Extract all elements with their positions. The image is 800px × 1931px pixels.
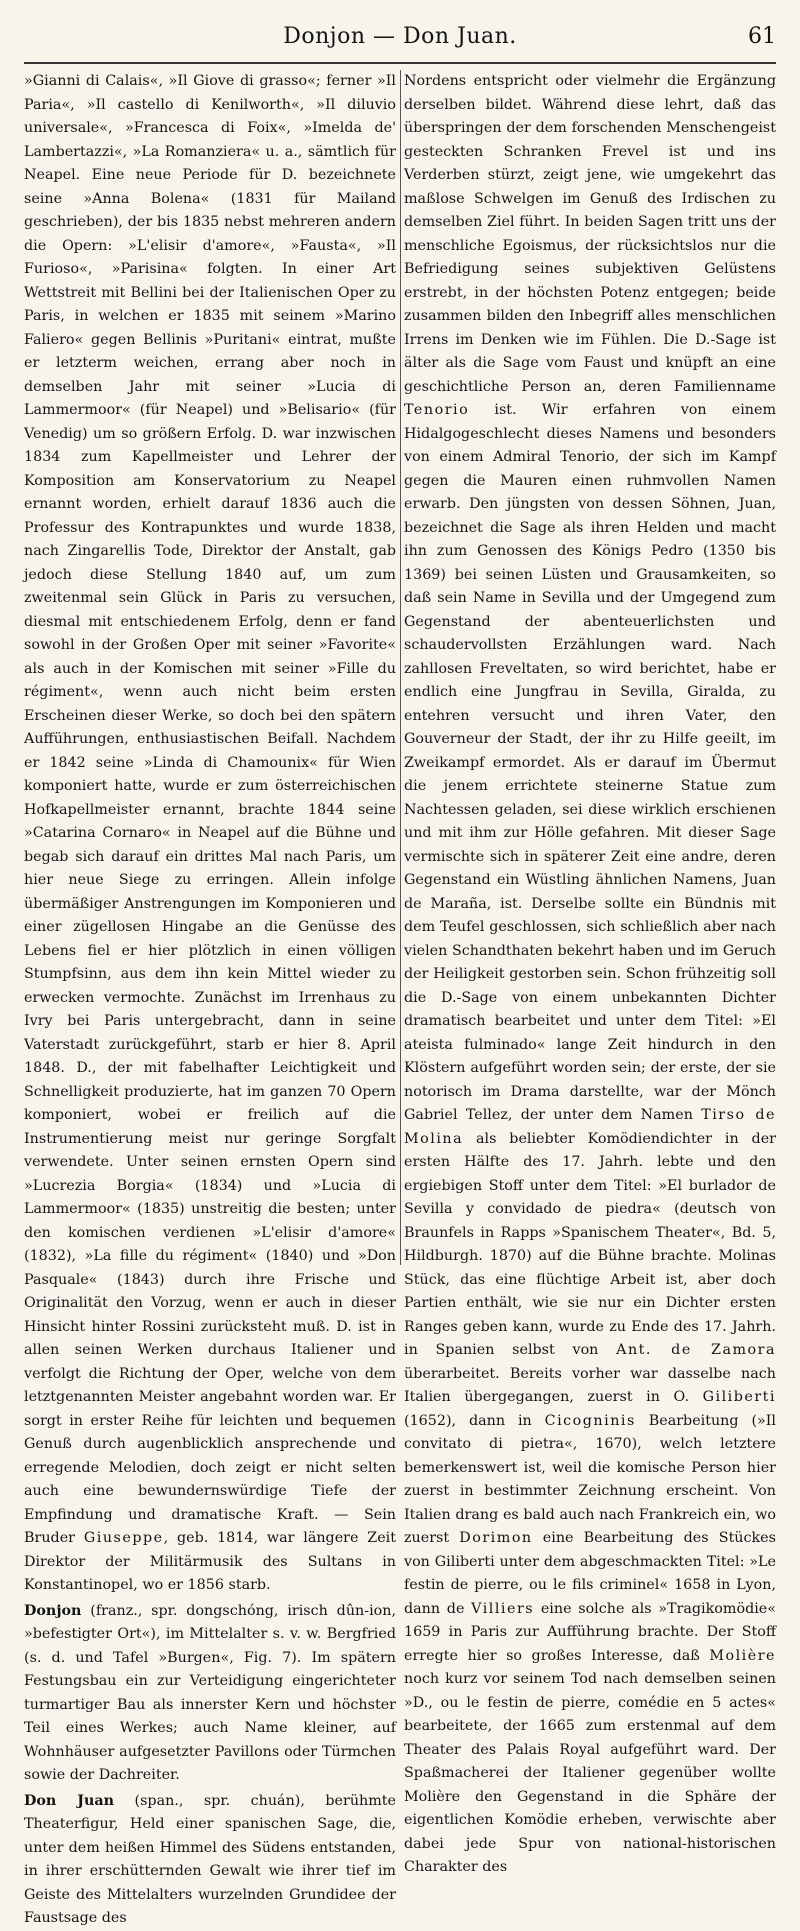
text-part-4: überarbeitet. Bereits vorher war dasselbe nach Italien übergegangen, zuerst in O. [404, 1365, 776, 1405]
text-part-5: (1652), dann in [404, 1412, 545, 1429]
don-juan-text: (span., spr. chuán), berühmte Theaterfigur, Held einer spanischen Sage, die, unter dem heißen Himmel des Südens entstanden, in ihrer erschütternden Gewalt wie ihrer tief im Geiste des Mittelalters wurzelnden Grundidee der Faustsage des [24, 1792, 396, 1926]
text-part-9: noch kurz vor seinem Tod nach demselben seinen »D., ou le festin de pierre, comédie en 5 actes« bearbeitete, der 1665 zum erstenmal auf dem Theater des Palais Royal aufgeführt ward. Der Spaßmacherei der Italiener gegenüber wollte Molière den Gegenstand in die Sphäre der eigentlichen Komödie erheben, verwischte aber dabei jede Spur von national-historischen Charakter des [404, 1671, 776, 1875]
donjon-entry [24, 1600, 396, 1788]
header-rule [24, 62, 776, 64]
brother-text: , geb. 1814, war längere Zeit Direktor der Militärmusik des Sultans in Konstantinopel, wo er 1856 starb. [24, 1530, 396, 1593]
donizetti-text: »Gianni di Calais«, »Il Giove di grasso«; ferner »Il Paria«, »Il castello di Kenilworth«, »Il diluvio universale«, »Francesca di Foix«, »Imelda de' Lambertazzi«, »La Romanziera« u. a., sämtlich für Neapel. Eine neue Periode für D. bezeichnete seine »Anna Bolena« (1831 für Mailand geschrieben), der bis 1835 nebst mehreren andern die Opern: »L'elisir d'amore«, »Fausta«, »Il Furioso«, »Parisina« folgten. In einer Art Wettstreit mit Bellini bei der Italienischen Oper zu Paris, in welchen er 1835 mit seinem »Marino Faliero« gegen Bellinis »Puritani« eintrat, mußte er letzterm weichen, errang aber noch in demselben Jahr mit seiner »Lucia di Lammermoor« (für Neapel) und »Belisario« (für Venedig) um so größern Erfolg. D. war inzwischen 1834 zum Kapellmeister und Lehrer der Komposition am Konservatorium zu Neapel ernannt worden, erhielt darauf 1836 auch die Professur des Kontrapunktes und wurde 1838, nach Zingarellis Tode, Direktor der Anstalt, gab jedoch diese Stellung 1840 auf, um zum zweitenmal sein Glück in Paris zu versuchen, diesmal mit entschiedenem Erfolg, denn er fand sowohl in der Großen Oper mit seiner »Favorite« als auch in der Komischen mit seiner »Fille du régiment«, wenn auch nicht beim ersten Erscheinen dieser Werke, so doch bei den spätern Aufführungen, enthusiastischen Beifall. Nachdem er 1842 seine »Linda di Chamounix« für Wien komponiert hatte, wurde er zum österreichischen Hofkapellmeister ernannt, brachte 1844 seine »Catarina Cornaro« in Neapel auf die Bühne und begab sich darauf ein drittes Mal nach Paris, um hier neue Siege zu erringen. Allein infolge übermäßiger Anstrengungen im Komponieren und einer zügellosen Hingabe an die Genüsse des Lebens fiel er hier plötzlich in einen völligen Stumpfsinn, aus dem ihn kein Mittel wieder zu erwecken vermochte. Zunächst im Irrenhaus zu Ivry bei Paris untergebracht, dann in seine Vaterstadt zurückgeführt, starb er hier 8. April 1848. D., der mit fabelhafter Leichtigkeit und Schnelligkeit produzierte, hat im ganzen 70 Opern komponiert, wobei er freilich auf die Instrumentierung meist nur geringe Sorgfalt verwendete. Unter seinen ernsten Opern sind »Lucrezia Borgia« (1834) und »Lucia di Lammermoor« (1835) unstreitig die besten; unter den komischen verdienen »L'elisir d'amore« (1832), »La fille du régiment« (1840) und »Don Pasquale« (1843) durch ihre Frische und Originalität den Vorzug, wenn er auch in dieser Hinsicht hinter Rossini zurücksteht muß. D. ist in allen seinen Werken durchaus Italiener und verfolgt die Richtung der Oper, welche von dem letztgenannten Meister angebahnt worden war. Er sorgt in erster Reihe für leichten und bequemen Genuß durch augenblicklich ansprechende und erregende Melodien, doch zeigt er nicht selten auch eine bewundernswürdige Tiefe der Empfindung und dramatische Kraft. — Sein Bruder [24, 73, 396, 1546]
left-column [24, 70, 396, 1931]
text-part-8: eine solche als »Tragikomödie« 1659 in Paris zur Aufführung brachte. Der Stoff erregte hier so großes Interesse, daß [404, 1600, 776, 1664]
page-number: 61 [748, 24, 776, 49]
column-divider [400, 70, 401, 1265]
name-cicognini: Cicogninis [544, 1412, 636, 1429]
page-header [24, 24, 776, 56]
name-dorimon: Dorimon [459, 1530, 533, 1546]
brother-name: Giuseppe [83, 1530, 164, 1546]
text-part-7: eine Bearbeitung des Stückes von Giliberti unter dem abgeschmackten Titel: »Le festin de pierre, ou le fils criminel« 1658 in Lyon, dann de [404, 1530, 776, 1617]
text-part-6: Bearbeitung (»Il convitato di pietra«, 1670), welch letztere bemerkenswert ist, weil die komische Person hier zuerst in bestimmter Zeichnung erscheint. Von Italien drang es bald auch nach Frankreich ein, wo zuerst [404, 1412, 776, 1546]
don-juan-entry [24, 1790, 396, 1931]
don-juan-headword: Don Juan [24, 1792, 115, 1809]
text-part-2: ist. Wir erfahren von einem Hidalgogeschlecht dieses Namens und besonders von einem Admiral Tenorio, der sich im Kampf gegen die Mauren einen ruhmvollen Namen erwarb. Den jüngsten von dessen Söhnen, Juan, bezeichnet die Sage als ihren Helden und macht ihn zum Genossen des Königs Pedro (1350 bis 1369) bei seinen Lüsten und Grausamkeiten, so daß sein Name in Sevilla und der Umgegend zum Gegenstand der abenteuerlichsten und schaudervollsten Erzählungen ward. Nach zahllosen Freveltaten, so wird berichtet, habe er endlich eine Jungfrau in Sevilla, Giralda, zu entehren versucht und ihren Vater, den Gouverneur der Stadt, der ihr zu Hilfe geeilt, im Zweikampf ermordet. Als er darauf im Übermut die jenem errichtete steinerne Statue zum Nachtessen geladen, sei diese wirklich erschienen und mit ihm zur Hölle gefahren. Mit dieser Sage vermischte sich in späterer Zeit eine andre, deren Gegenstand ein Wüstling ähnlichen Namens, Juan de Maraña, ist. Derselbe sollte ein Bündnis mit dem Teufel geschlossen, sich schließlich aber nach vielen Schandthaten bekehrt haben und im Geruch der Heiligkeit gestorben sein. Schon frühzeitig soll die D.-Sage von einem unbekannten Dichter dramatisch bearbeitet und unter dem Titel: »El ateista fulminado« lange Zeit hindurch in den Klöstern aufgeführt worden sein; der erste, der sie notorisch im Drama darstellte, war der Mönch Gabriel Tellez, der unter dem Namen [404, 402, 776, 1123]
name-villiers: Villiers [471, 1600, 535, 1617]
name-tenorio: Tenorio [404, 402, 470, 418]
name-giliberti: Giliberti [702, 1389, 776, 1405]
name-zamora: Ant. de Zamora [616, 1342, 776, 1358]
running-title: Donjon — Don Juan. [283, 24, 517, 49]
donjon-headword: Donjon [24, 1602, 82, 1619]
name-tirso: Tirso de Molina [404, 1107, 776, 1147]
name-moliere: Molière [709, 1647, 776, 1664]
donjon-text: (franz., spr. dongschóng, irisch dûn-ion, »befestigter Ort«), im Mittelalter s. v. w. Bergfried (s. d. und Tafel »Burgen«, Fig. 7). Im spätern Festungsbau ein zur Verteidigung eingerichteter turmartiger Bau als innerster Kern und höchster Teil eines Werkes; auch Name kleiner, auf Wohnhäuser aufgesetzter Pavillons oder Türmchen sowie der Dachreiter. [24, 1602, 396, 1783]
text-part-3: als beliebter Komödiendichter in der ersten Hälfte des 17. Jahrh. lebte und den ergiebigen Stoff unter dem Titel: »El burlador de Sevilla y convidado de piedra« (deutsch von Braunfels in Rapps »Spanischem Theater«, Bd. 5, Hildburgh. 1870) auf die Bühne brachte. Molinas Stück, das eine flüchtige Arbeit ist, aber doch Partien enthält, wie sie nur ein Dichter ersten Ranges geben kann, wurde zu Ende des 17. Jahrh. in Spanien selbst von [404, 1130, 776, 1358]
don-juan-entry-continuation [404, 70, 776, 1880]
donizetti-entry-continuation [24, 70, 396, 1598]
text-part-1: Nordens entspricht oder vielmehr die Ergänzung derselben bildet. Während diese lehrt, daß das überspringen der dem forschenden Menschengeist gesteckten Schranken Frevel ist und ins Verderben stürzt, zeigt jene, wie umgekehrt das maßlose Schwelgen im Genuß des Irdischen zu demselben Ziel führt. In beiden Sagen tritt uns der menschliche Egoismus, der rücksichtslos nur die Befriedigung seines subjektiven Gelüstens erstrebt, in der höchsten Potenz entgegen; beide zusammen bilden den Inbegriff alles menschlichen Irrens im Denken wie im Fühlen. Die D.-Sage ist älter als die Sage vom Faust und knüpft an eine geschichtliche Person an, deren Familienname [404, 73, 776, 395]
right-column [404, 70, 776, 1880]
